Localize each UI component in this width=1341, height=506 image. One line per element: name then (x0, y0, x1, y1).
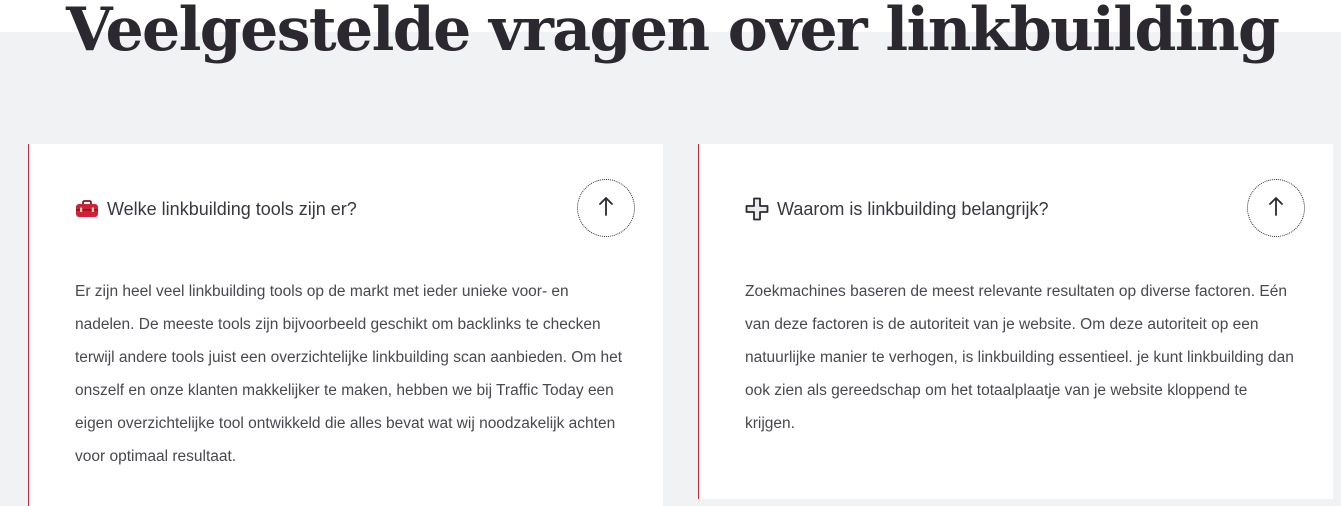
page-title: Veelgestelde vragen over linkbuilding (66, 0, 1279, 65)
faq-toggle-button[interactable] (1247, 179, 1305, 237)
faq-card (698, 144, 1333, 499)
arrow-up-icon (597, 195, 615, 222)
toolbox-icon (75, 196, 101, 222)
faq-answer: Zoekmachines baseren de meest relevante resultaten op diverse factoren. Eén van deze factoren is de autoriteit van je website. Om deze autoriteit op een natuurlijke manier te verhogen, is linkbuilding essentieel. je kunt linkbuilding dan ook zien als gereedschap om het totaalplaatje van je website kloppend te krijgen. (745, 283, 1294, 432)
faq-question-text: Welke linkbuilding tools zijn er? (107, 198, 357, 219)
faq-question[interactable] (745, 196, 1048, 222)
plus-icon (745, 196, 771, 222)
faq-question-text: Waarom is linkbuilding belangrijk? (777, 198, 1049, 219)
faq-card (28, 144, 663, 506)
faq-question[interactable] (75, 196, 357, 222)
faq-answer: Er zijn heel veel linkbuilding tools op de markt met ieder unieke voor- en nadelen. De meeste tools zijn bijvoorbeeld geschikt om backlinks te checken terwijl andere tools juist een overzichtelijke linkbuilding scan aanbieden. Om het onszelf en onze klanten makkelijker te maken, hebben we bij Traffic Today een eigen overzichtelijke tool ontwikkeld die alles bevat wat wij noodzakelijk achten voor optimaal resultaat. (75, 283, 623, 465)
arrow-up-icon (1267, 195, 1285, 222)
faq-toggle-button[interactable] (577, 179, 635, 237)
